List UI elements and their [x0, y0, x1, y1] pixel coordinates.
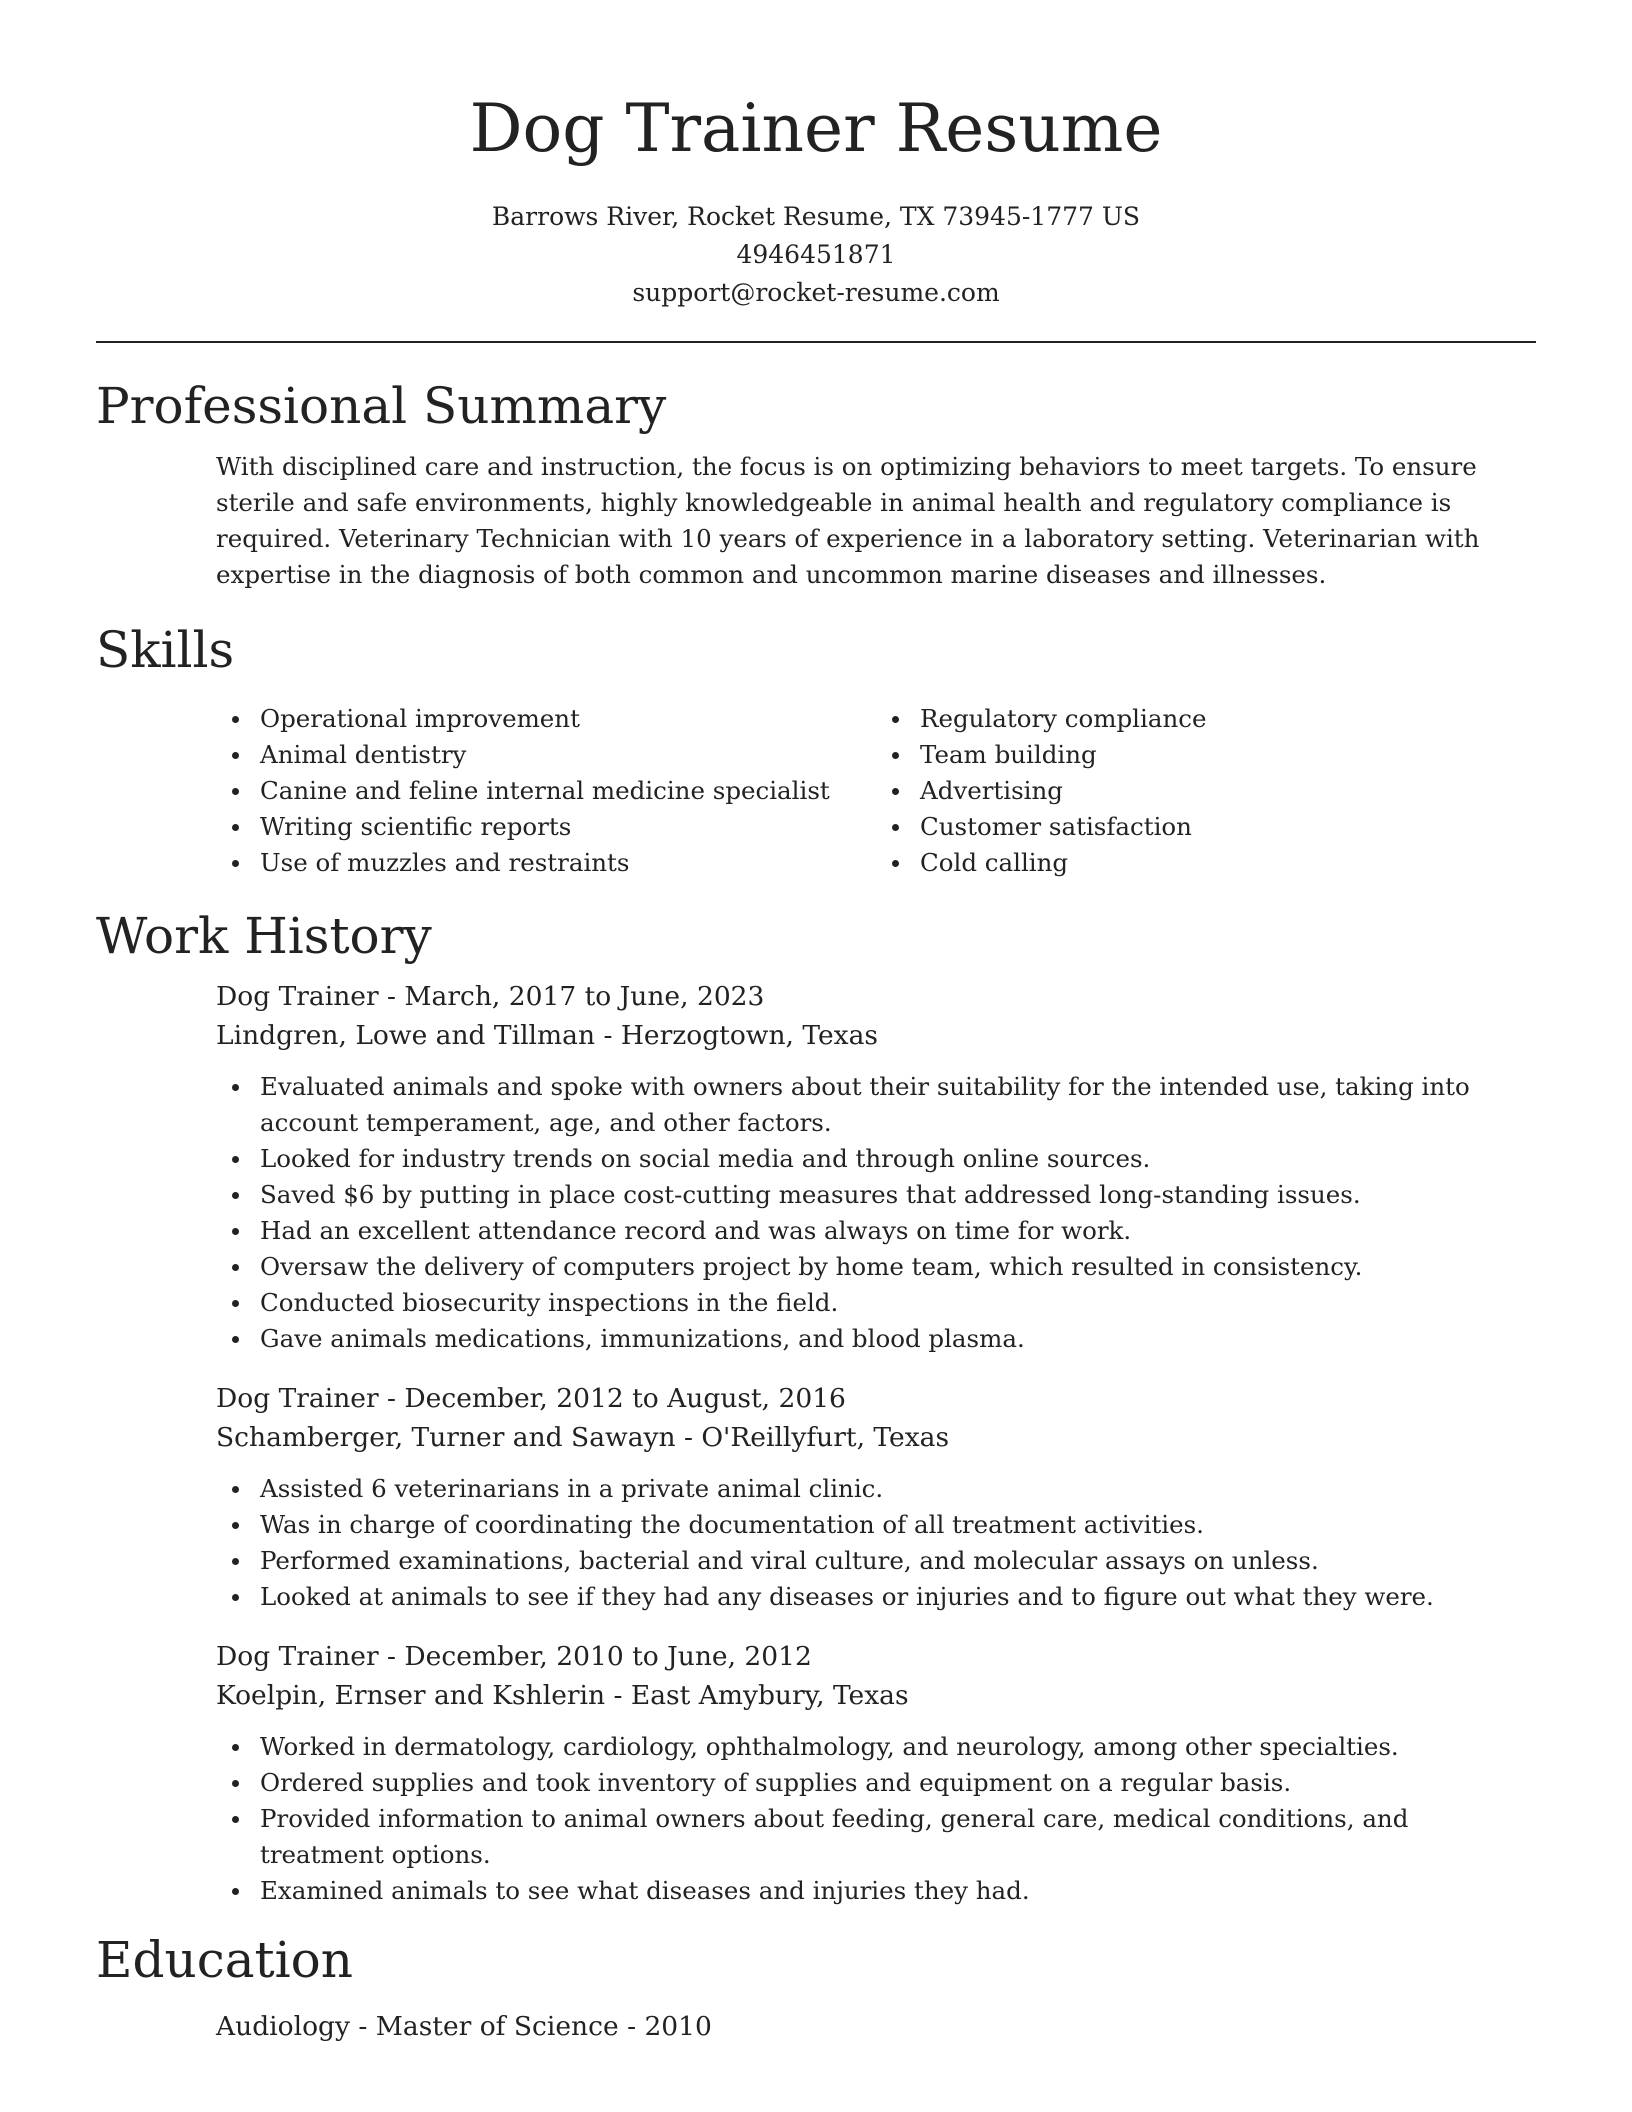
skills-column-right — [876, 701, 1536, 881]
skill-item: Canine and feline internal medicine specialist — [260, 773, 876, 809]
job-role-dates: Dog Trainer - March, 2017 to June, 2023 — [216, 981, 765, 1012]
list-item: Saved $6 by putting in place cost-cutting measures that addressed long-standing issues. — [260, 1177, 1536, 1213]
contact-block — [96, 198, 1536, 312]
header-divider — [96, 341, 1536, 343]
list-item: Gave animals medications, immunizations, and blood plasma. — [260, 1321, 1536, 1357]
job-entry — [216, 977, 1536, 1357]
skill-item: Cold calling — [920, 845, 1536, 881]
skill-item: Team building — [920, 737, 1536, 773]
summary-heading: Professional Summary — [96, 377, 667, 435]
contact-address: Barrows River, Rocket Resume, TX 73945-1777 US — [491, 202, 1141, 231]
list-item: Assisted 6 veterinarians in a private animal clinic. — [260, 1471, 1536, 1507]
list-item: Evaluated animals and spoke with owners about their suitability for the intended use, taking into account temperament, age, and other factors. — [260, 1069, 1536, 1141]
skill-item: Customer satisfaction — [920, 809, 1536, 845]
job-bullets — [216, 1069, 1536, 1357]
list-item: Ordered supplies and took inventory of supplies and equipment on a regular basis. — [260, 1765, 1536, 1801]
skills-list — [216, 701, 1536, 881]
job-entry — [216, 1637, 1536, 1909]
list-item: Had an excellent attendance record and was always on time for work. — [260, 1213, 1536, 1249]
work-history-heading: Work History — [96, 907, 432, 965]
education-degree: Audiology - Master of Science - 2010 — [216, 2011, 712, 2042]
contact-email: support@rocket-resume.com — [632, 278, 1000, 307]
list-item: Performed examinations, bacterial and viral culture, and molecular assays on unless. — [260, 1543, 1536, 1579]
job-role-dates: Dog Trainer - December, 2012 to August, 2016 — [216, 1383, 846, 1414]
skill-item: Animal dentistry — [260, 737, 876, 773]
list-item: Looked for industry trends on social media and through online sources. — [260, 1141, 1536, 1177]
job-bullets — [216, 1471, 1536, 1615]
job-company-location: Schamberger, Turner and Sawayn - O'Reillyfurt, Texas — [216, 1422, 950, 1453]
resume-header — [96, 0, 1536, 312]
job-company-location: Lindgren, Lowe and Tillman - Herzogtown, Texas — [216, 1020, 879, 1051]
resume-title: Dog Trainer Resume — [469, 90, 1163, 167]
education-heading: Education — [96, 1931, 353, 1989]
list-item: Oversaw the delivery of computers project by home team, which resulted in consistency. — [260, 1249, 1536, 1285]
list-item: Looked at animals to see if they had any diseases or injuries and to figure out what they were. — [260, 1579, 1536, 1615]
job-bullets — [216, 1729, 1536, 1909]
skill-item: Operational improvement — [260, 701, 876, 737]
contact-phone: 4946451871 — [736, 240, 896, 269]
skill-item: Regulatory compliance — [920, 701, 1536, 737]
summary-text: With disciplined care and instruction, the focus is on optimizing behaviors to meet targets. To ensure sterile and safe environments, highly knowledgeable in animal health and regulatory compliance is required. Veterinary Technician with 10 years of experience in a laboratory setting. Veterinarian with expertise in the diagnosis of both common and uncommon marine diseases and illnesses. — [216, 452, 1480, 589]
list-item: Worked in dermatology, cardiology, ophthalmology, and neurology, among other specialties. — [260, 1729, 1536, 1765]
skills-column-left — [216, 701, 876, 881]
skill-item: Use of muzzles and restraints — [260, 845, 876, 881]
job-entry — [216, 1379, 1536, 1615]
list-item: Examined animals to see what diseases and injuries they had. — [260, 1873, 1536, 1909]
job-company-location: Koelpin, Ernser and Kshlerin - East Amybury, Texas — [216, 1680, 909, 1711]
resume-page — [96, 0, 1536, 2046]
list-item: Was in charge of coordinating the documentation of all treatment activities. — [260, 1507, 1536, 1543]
job-role-dates: Dog Trainer - December, 2010 to June, 2012 — [216, 1641, 812, 1672]
skills-heading: Skills — [96, 621, 235, 679]
list-item: Provided information to animal owners about feeding, general care, medical conditions, and treatment options. — [260, 1801, 1536, 1873]
skill-item: Writing scientific reports — [260, 809, 876, 845]
list-item: Conducted biosecurity inspections in the field. — [260, 1285, 1536, 1321]
skill-item: Advertising — [920, 773, 1536, 809]
